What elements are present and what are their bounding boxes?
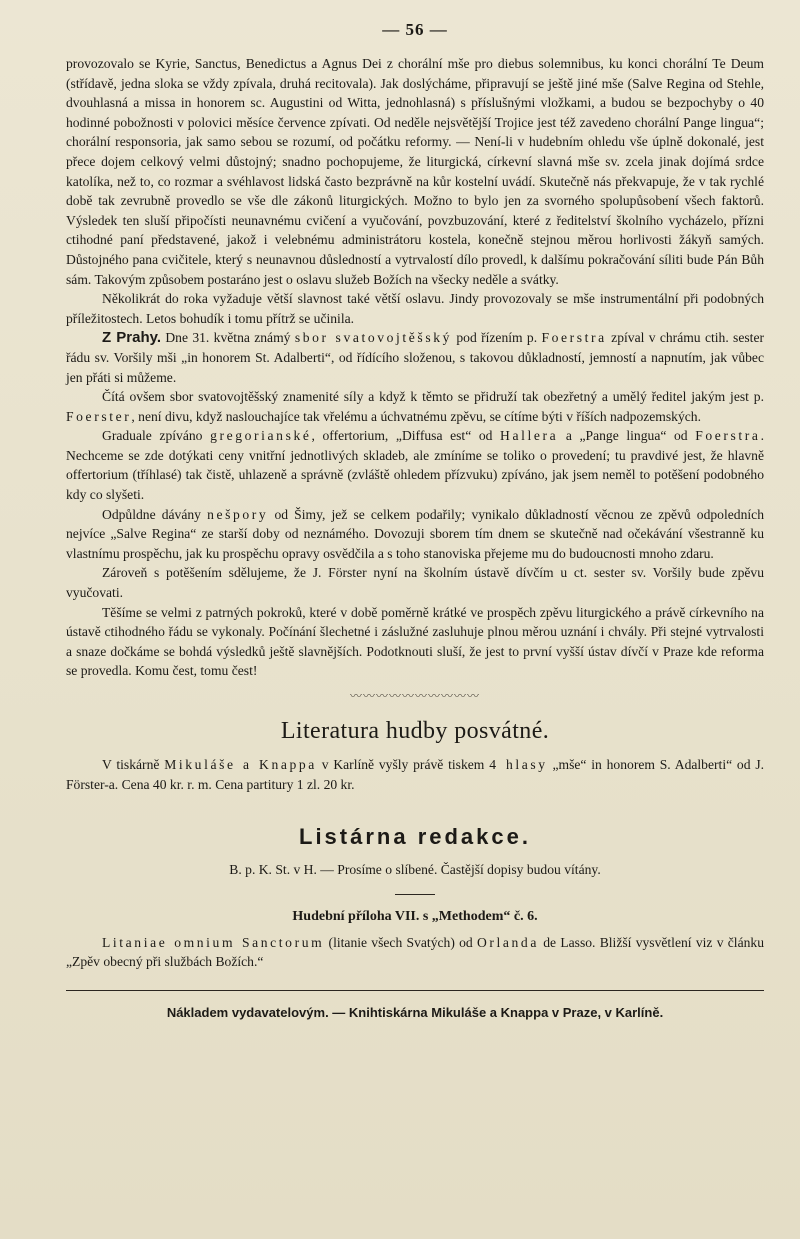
paragraph-reform-report: provozovalo se Kyrie, Sanctus, Benedictus a Agnus Dei z chorální mše pro diebus solemnibus, ku konci chorální Te Deum (střídavě, jedna sloka se vždy zpívala, druhá recitovala). Jak doslýcháme, připravují se ještě jiné mše (Salve Regina od Stehle, dvouhlasná a missa in honorem sc. Augustini od Witta, jednohlasná) s příslušnými vložkami, a budou se bezpochyby o 40 hodinné pobožnosti v polovici měsíce července zpívati. Od neděle nejsvětější Trojice jest též zavedeno chorální Pange lingua“; chorální responsoria, jak samo sebou se rozumí, od počátku reformy. — Není-li v hudebním ohledu vše úplně dokonalé, jest přece dojem celkový velmi důstojný; snadno pochopujeme, že liturgická, církevní slavná mše sv. zcela jinak dojímá srdce katolíka, než to, co rozmar a svéhlavost lidská často bezprávně na kůr kostelní uvádí. Skutečně nás překvapuje, že v tak rychlé době tak zevrubně provedlo se vše dle zákonů liturgických. Možno to bylo jen za svorného spolupůsobení všech faktorů. Výsledek ten sluší připočísti neunavnému cvičení a vyučování, povzbuzování, které z ředitelství školního vycházelo, přízni ctihodné paní představené, jakož i velebnému administrátoru kostela, konečně stejnou měrou horlivosti žákyň samých. Důstojného pana cvičitele, který s neunavnou důsledností a vytrvalostí dílo provedl, k dalšímu pokračování síliti bude Pán Bůh sám. Takovým způsobem postaráno jest o oslavu služeb Božích na všecky neděle a svátky. [66, 56, 764, 287]
composer-name: Hallera [500, 428, 559, 444]
paragraph-graduale [66, 426, 764, 504]
text-run: „mše“ in honorem S. Adalberti“ od J. Förster-a. Cena 40 kr. r. m. Cena partitury 1 zl. 20 kr. [66, 757, 765, 792]
text-run: a „Pange lingua“ od [558, 428, 696, 444]
wavy-divider: 〰〰〰〰〰〰〰〰〰〰 [349, 689, 480, 703]
text-run: Čítá ovšem sbor svatovojtěšský znamenité síly a když k těmto se přidruží tak obezřetný a umělý ředitel jakým jest p. [102, 389, 764, 405]
text-run: v Karlíně vyšly právě tiskem [316, 757, 490, 772]
voices-count: 4 hlasy [489, 757, 548, 772]
supplement-text [66, 933, 764, 972]
director-name: Foerster [66, 408, 132, 424]
composer-name: Foerstra [695, 428, 761, 444]
text-run: , offertorium, „Diffusa est“ od [311, 428, 501, 444]
footer-divider [66, 990, 764, 991]
text-run: , není divu, když naslouchajíce tak vřelému a úchvatnému zpěvu, se cítíme býti v říších nadpozemských. [131, 408, 701, 424]
text-run: zpíval v chrámu ctih. sester řádu sv. Voršily mši „in honorem St. Adalberti“, od řídícího složenou, s takovou důkladností, jemností a napnutím, jak vůbec jen přáti si můžeme. [66, 330, 765, 385]
paragraph-forster-teaching: Zároveň s potěšením sdělujeme, že J. Förster nyní na školním ústavě dívčím u ct. sester sv. Voršily bude zpěvu vyučovati. [66, 565, 764, 601]
listarna-heading: Listárna redakce. [299, 824, 531, 850]
spaced-term: gregorianské [210, 428, 312, 444]
text-run: Graduale zpíváno [102, 428, 211, 444]
choir-name: sbor svatovojtěšský [294, 330, 453, 346]
listarna-text: B. p. K. St. v H. — Prosíme o slíbené. Častější dopisy budou vítány. [229, 862, 601, 878]
text-run: od Šimy, jež se celkem podařily; vynikalo důkladností věcnou ze zpěvů odpoledních nejvíce „Salve Regina“ ze starší doby od neznámého. Dovozuji sborem tím dnem se skutečně nad očekávání všestranně ku vlastnímu prospěchu, jak ku prospěchu opravy osvědčila a s toho stanoviska přejeme mu do budoucnosti mnoho zdaru. [66, 506, 764, 561]
literatura-section [66, 755, 764, 794]
publisher-name: Mikuláše a Knappa [164, 757, 317, 772]
text-run: . Nechceme se zde dotýkati ceny vnitřní jednotlivých skladeb, ale zmíníme se toliko o provedení; tu pravdivé jest, že hlavně offertorium (tříhlasé) tak čistě, uhlazeně a správně (zvláště ohledem přízvuku) zpíváno, jak jsem neměl to potěšení podobného kdy co slyšeti. [66, 428, 764, 503]
literatura-heading: Literatura hudby posvátné. [280, 718, 550, 744]
paragraph-prague-report [66, 328, 764, 387]
text-run: pod řízením p. [452, 330, 542, 346]
paragraph-choir-strength [66, 387, 764, 426]
text-run: Dne 31. května známý [161, 330, 295, 346]
page-number: — 56 — [382, 20, 448, 39]
place-heading: Z Prahy. [102, 329, 162, 347]
director-name: Foerstra [541, 330, 607, 346]
paragraph-instrumental: Několikrát do roka vyžaduje větší slavnost také větší oslavu. Jindy provozovaly se mše instrumentální při podobných příležitostech. Letos bohudík i tomu přítrž se učinila. [66, 291, 764, 326]
text-run: de Lasso. Bližší vysvětlení viz v článku „Zpěv obecný při službách Božích.“ [66, 934, 765, 970]
text-run: V tiskárně [102, 757, 165, 772]
literatura-text [66, 755, 764, 794]
supplement-heading: Hudební příloha VII. s „Methodem“ č. 6. [292, 908, 538, 924]
short-divider [395, 894, 435, 895]
spaced-term: nešpory [207, 506, 269, 522]
text-run: (litanie všech Svatých) od [324, 934, 477, 950]
litany-title: Litaniae omnium Sanctorum [102, 934, 325, 950]
text-run: Odpůldne dávány [102, 506, 208, 522]
supplement-section [66, 933, 764, 972]
article-body [66, 54, 764, 681]
paragraph-vespers [66, 505, 764, 564]
paragraph-progress: Těšíme se velmi z patrných pokroků, které v době poměrně krátké ve prospěch zpěvu liturgického a právě církevního na ústavě ctihodného řádu se vykonaly. Počínání šlechetné i záslužné zasluhuje plnou měrou uznání i chvály. Při stejné vytrvalosti a snaze dočkáme se bohdá výsledků ještě slavnějších. Podotknouti sluší, že jest to první vyšší ústav dívčí v Praze kde reforma se provedla. Komu čest, tomu čest! [66, 604, 764, 679]
composer-name: Orlanda [476, 934, 539, 950]
imprint-footer: Nákladem vydavatelovým. — Knihtiskárna Mikuláše a Knappa v Praze, v Karlíně. [166, 1004, 664, 1020]
